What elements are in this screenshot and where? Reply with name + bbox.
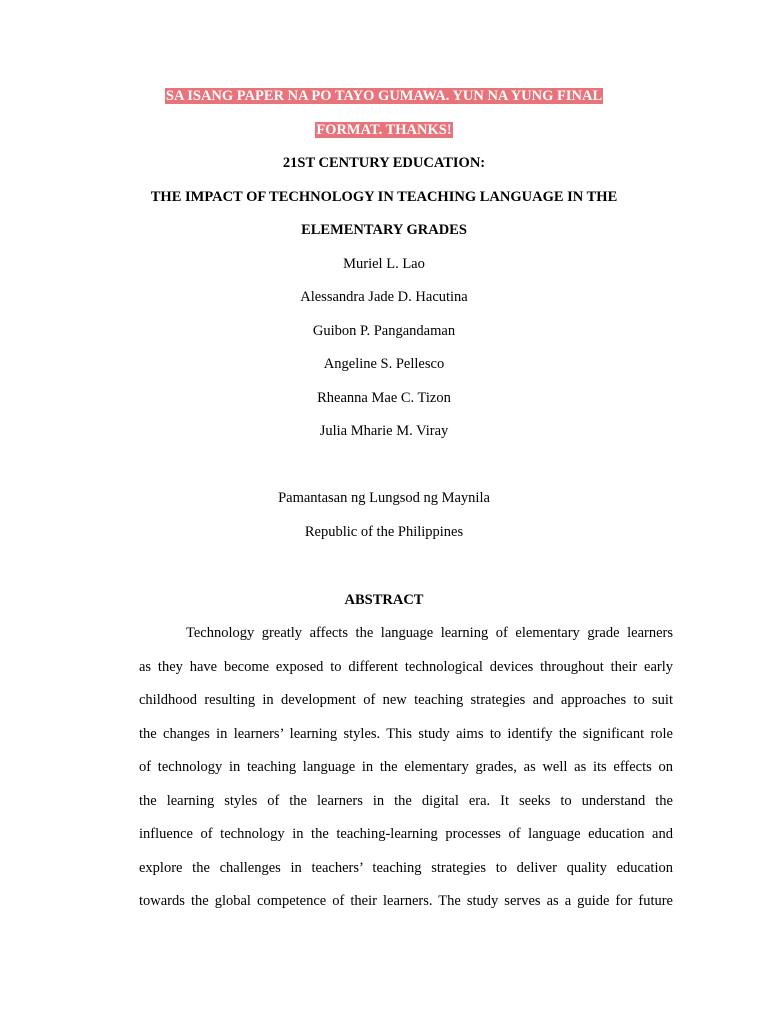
title-line-2: THE IMPACT OF TECHNOLOGY IN TEACHING LANGUAGE IN THE	[150, 189, 618, 205]
abstract-line: Technology greatly affects the language learning of elementary grade learners	[186, 625, 673, 641]
highlighted-note: SA ISANG PAPER NA PO TAYO GUMAWA. YUN NA YUNG FINAL	[165, 88, 603, 104]
highlighted-note: FORMAT. THANKS!	[316, 122, 452, 138]
abstract-line: influence of technology in the teaching-learning processes of language education and	[139, 826, 673, 842]
abstract-line: the learning styles of the learners in the digital era. It seeks to understand the	[139, 793, 673, 809]
author-name: Angeline S. Pellesco	[323, 356, 445, 372]
abstract-line: of technology in teaching language in the elementary grades, as well as its effects on	[139, 759, 673, 775]
abstract-line: as they have become exposed to different technological devices throughout their early	[139, 659, 673, 675]
affiliation-university: Pamantasan ng Lungsod ng Maynila	[278, 490, 490, 506]
abstract-line: towards the global competence of their learners. The study serves as a guide for future	[139, 893, 673, 909]
author-name: Guibon P. Pangandaman	[312, 323, 456, 339]
abstract-line: the changes in learners’ learning styles. This study aims to identify the significant role	[139, 726, 673, 742]
note-line-2	[0, 121, 768, 139]
title-line-3: ELEMENTARY GRADES	[301, 222, 467, 238]
author-name: Julia Mharie M. Viray	[319, 423, 449, 439]
abstract-heading: ABSTRACT	[344, 592, 424, 608]
abstract-line: childhood resulting in development of new teaching strategies and approaches to suit	[139, 692, 673, 708]
author-name: Muriel L. Lao	[343, 256, 425, 272]
title-line-1: 21ST CENTURY EDUCATION:	[282, 155, 486, 171]
note-line-1	[0, 87, 768, 105]
author-name: Alessandra Jade D. Hacutina	[300, 289, 468, 305]
affiliation-country: Republic of the Philippines	[304, 524, 464, 540]
abstract-line: explore the challenges in teachers’ teaching strategies to deliver quality education	[139, 860, 673, 876]
author-name: Rheanna Mae C. Tizon	[317, 390, 451, 406]
